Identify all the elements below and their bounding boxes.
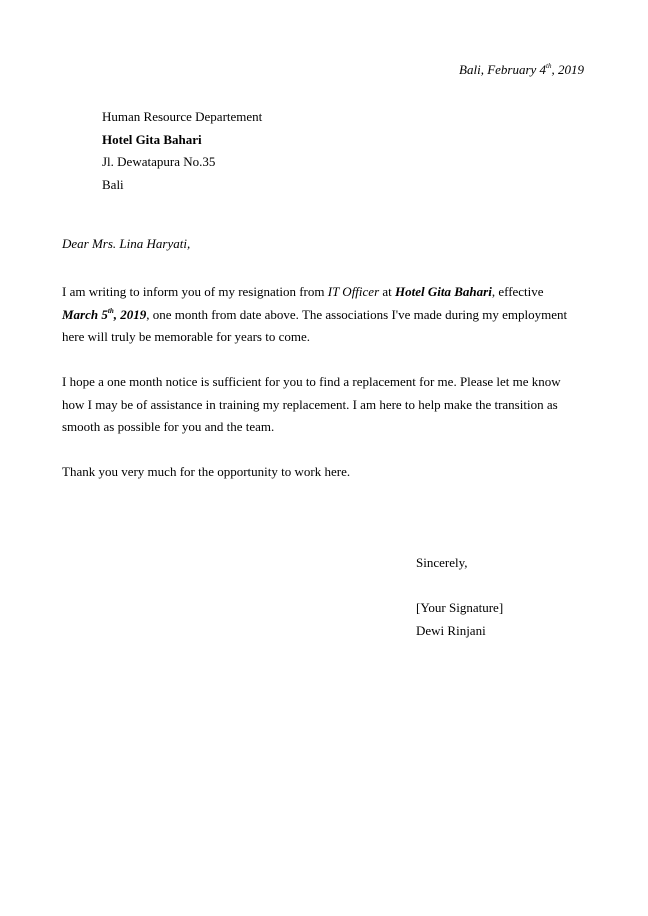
paragraph-line: how I may be of assistance in training my replacement. I am here to help make the transition as <box>62 396 558 412</box>
text-segment: I am writing to inform you of my resignation from <box>62 284 328 299</box>
effective-date <box>62 307 146 322</box>
paragraph-line <box>62 304 592 327</box>
effective-date-year: , 2019 <box>113 306 147 322</box>
date-year: , 2019 <box>551 62 584 77</box>
text-segment: at <box>379 284 396 299</box>
recipient-street: Jl. Dewatapura No.35 <box>102 154 216 169</box>
letter-date <box>459 62 584 78</box>
effective-date-suffix: th <box>107 306 114 315</box>
recipient-city: Bali <box>102 176 124 192</box>
effective-date-month-day: March 5 <box>62 306 108 322</box>
date-place-month: Bali, February 4 <box>459 62 547 77</box>
date-day-suffix: th <box>546 62 552 70</box>
job-position: IT Officer <box>327 284 380 299</box>
paragraph-line: smooth as possible for you and the team. <box>62 419 275 434</box>
paragraph-line: I hope a one month notice is sufficient for you to find a replacement for me. Please let me know <box>62 374 561 389</box>
text-segment: , one month from date above. The associations I've made during my employment <box>146 306 568 322</box>
recipient-company: Hotel Gita Bahari <box>102 131 202 147</box>
recipient-address <box>102 106 262 196</box>
paragraph-line: Thank you very much for the opportunity to work here. <box>62 464 351 479</box>
paragraph-thanks <box>62 461 592 484</box>
signature-placeholder: [Your Signature] <box>416 600 504 615</box>
paragraph-resignation <box>62 281 592 349</box>
company-name: Hotel Gita Bahari <box>395 284 492 299</box>
closing-phrase: Sincerely, <box>416 555 468 570</box>
paragraph-line: here will truly be memorable for years to come. <box>62 329 310 344</box>
paragraph-notice <box>62 371 592 439</box>
paragraph-line <box>62 281 592 304</box>
salutation: Dear Mrs. Lina Haryati, <box>62 236 191 251</box>
text-segment: , effective <box>491 284 544 299</box>
signature-block <box>416 597 503 642</box>
sender-name: Dewi Rinjani <box>416 622 486 638</box>
recipient-department: Human Resource Departement <box>102 109 263 124</box>
